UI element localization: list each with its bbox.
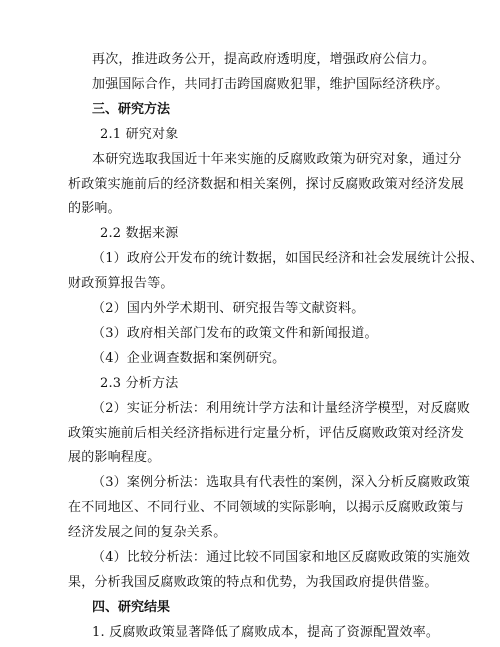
section-heading: 四、研究结果 [92, 599, 171, 615]
subsection-heading: 2.1 研究对象 [100, 126, 179, 142]
list-item-continuation: 财政预算报告等。 [68, 276, 174, 292]
paragraph-line: 本研究选取我国近十年来实施的反腐败政策为研究对象，通过分 [92, 151, 462, 167]
paragraph-line: 在不同地区、不同行业、不同领域的实际影响，以揭示反腐败政策与 [68, 500, 465, 516]
paragraph-line: 析政策实施前后的经济数据和相关案例，探讨反腐败政策对经济发展 [68, 176, 465, 192]
subsection-heading: 2.2 数据来源 [100, 226, 179, 242]
subsection-heading: 2.3 分析方法 [100, 375, 179, 391]
paragraph-line: 经济发展之间的复杂关系。 [68, 525, 227, 541]
section-heading: 三、研究方法 [92, 101, 171, 117]
list-item: （2）国内外学术期刊、研究报告等文献资料。 [92, 301, 365, 316]
paragraph-line: 政策实施前后相关经济指标进行定量分析，评估反腐败政策对经济发 [68, 425, 465, 441]
paragraph-line: 的影响。 [68, 201, 121, 217]
result-item: 1. 反腐败政策显著降低了腐败成本，提高了资源配置效率。 [92, 624, 440, 640]
list-item: （4）企业调查数据和案例研究。 [92, 350, 286, 366]
paragraph-line: （3）案例分析法：选取具有代表性的案例，深入分析反腐败政策 [92, 475, 471, 491]
paragraph-line: 再次，推进政务公开，提高政府透明度，增强政府公信力。 [92, 52, 436, 67]
paragraph-line: 展的影响程度。 [68, 450, 161, 466]
paragraph-line: 加强国际合作，共同打击跨国腐败犯罪，维护国际经济秩序。 [92, 76, 449, 92]
list-item: （1）政府公开发布的统计数据，如国民经济和社会发展统计公报、 [92, 251, 484, 267]
paragraph-line: 果，分析我国反腐败政策的特点和优势，为我国政府提供借鉴。 [68, 574, 438, 590]
paragraph-line: （4）比较分析法：通过比较不同国家和地区反腐败政策的实施效 [92, 550, 471, 565]
list-item: （3）政府相关部门发布的政策文件和新闻报道。 [92, 325, 378, 341]
paragraph-line: （2）实证分析法：利用统计学方法和计量经济学模型，对反腐败 [92, 400, 471, 416]
